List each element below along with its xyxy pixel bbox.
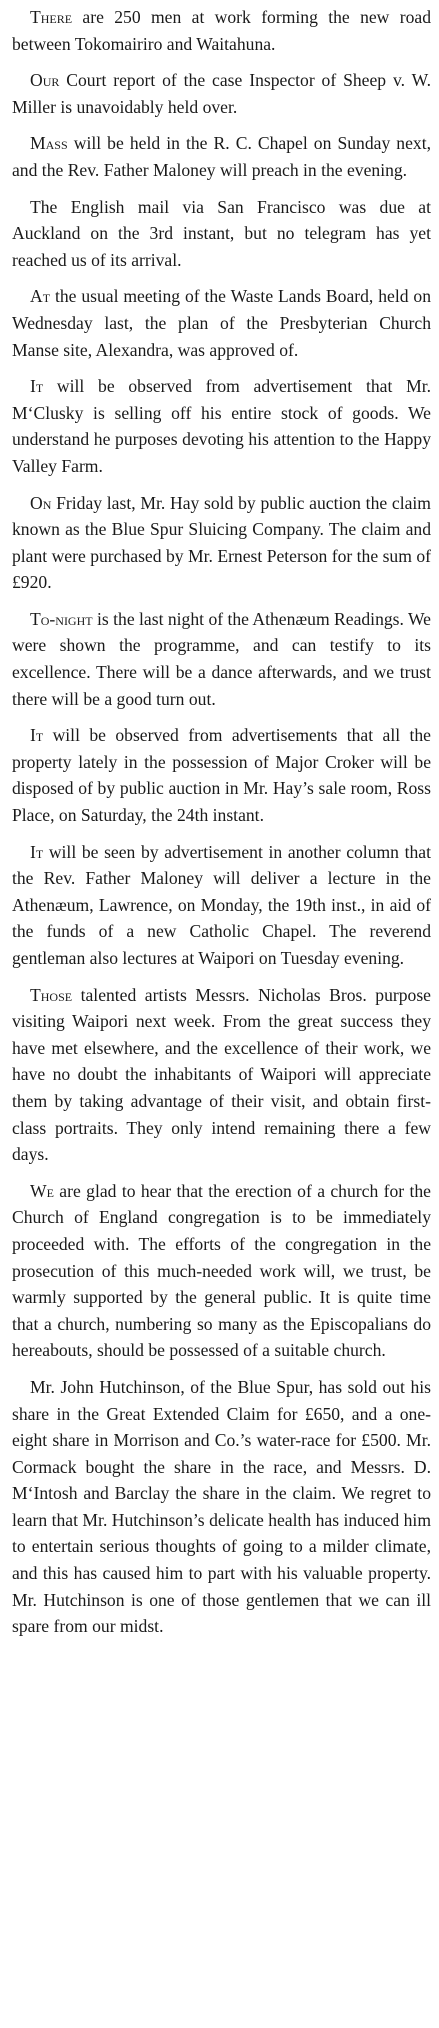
news-paragraph xyxy=(12,1374,431,1640)
news-paragraph xyxy=(12,67,431,120)
paragraph-lead: We xyxy=(30,1180,54,1201)
paragraph-text: Mr. John Hutchinson, of the Blue Spur, has sold out his share in the Great Extended Claim for £650, and a one-eight share in Morrison and Co.’s water-race for £500. Mr. Cormack bought the share in the race, and Messrs. D. M‘Intosh and Barclay the share in the claim. We regret to learn that Mr. Hutchinson’s delicate health has induced him to entertain serious thoughts of going to a milder climate, and this has caused him to part with his valuable property. Mr. Hutchinson is one of those gentlemen that we can ill spare from our midst. xyxy=(12,1376,431,1637)
news-paragraph xyxy=(12,982,431,1168)
paragraph-text: are 250 men at work forming the new road between Tokomairiro and Waitahuna. xyxy=(12,7,431,54)
paragraph-text: the usual meeting of the Waste Lands Board, held on Wednesday last, the plan of the Presbyterian Church Manse site, Alexandra, was approved of. xyxy=(12,286,431,360)
news-paragraph xyxy=(12,194,431,274)
paragraph-lead: It xyxy=(30,376,44,397)
paragraph-lead: Mass xyxy=(30,133,68,154)
paragraph-lead: To-night xyxy=(30,608,93,629)
paragraph-text: will be observed from advertisements that all the property lately in the possession of Major Croker will be disposed of by public auction in Mr. Hay’s sale room, Ross Place, on Saturday, the 24th instant. xyxy=(12,725,431,826)
paragraph-lead: On xyxy=(30,492,52,513)
paragraph-lead: Those xyxy=(30,984,73,1005)
news-paragraph xyxy=(12,373,431,479)
news-paragraph xyxy=(12,4,431,57)
news-paragraph xyxy=(12,283,431,363)
paragraph-lead: There xyxy=(30,7,73,27)
paragraph-lead: At xyxy=(30,286,51,307)
paragraph-text: talented artists Messrs. Nicholas Bros. purpose visiting Waipori next week. From the great success they have met elsewhere, and the excellence of their work, we have no doubt the inhabitants of Waipori will appreciate them by taking advantage of their visit, and obtain first-class portraits. They only intend remaining there a few days. xyxy=(12,984,431,1165)
paragraph-lead: It xyxy=(30,725,44,746)
paragraph-text: Friday last, Mr. Hay sold by public auction the claim known as the Blue Spur Sluicing Company. The claim and plant were purchased by Mr. Ernest Peterson for the sum of £920. xyxy=(12,492,431,593)
news-paragraph xyxy=(12,722,431,828)
news-paragraph xyxy=(12,839,431,972)
paragraph-text: The English mail via San Francisco was due at Auckland on the 3rd instant, but no telegram has yet reached us of its arrival. xyxy=(12,196,431,270)
paragraph-text: are glad to hear that the erection of a church for the Church of England congregation is to be immediately proceeded with. The efforts of the congregation in the prosecution of this much-needed work will, we trust, be warmly supported by the general public. It is quite time that a church, numbering so many as the Episcopalians do hereabouts, should be possessed of a suitable church. xyxy=(12,1180,431,1361)
news-paragraph xyxy=(12,130,431,183)
paragraph-text: Court report of the case Inspector of Sheep v. W. Miller is unavoidably held over. xyxy=(12,70,431,117)
paragraph-text: will be seen by advertisement in another column that the Rev. Father Maloney will deliver a lecture in the Athenæum, Lawrence, on Monday, the 19th inst., in aid of the funds of a new Catholic Chapel. The reverend gentleman also lectures at Waipori on Tuesday evening. xyxy=(12,841,431,968)
news-column xyxy=(12,4,431,1650)
news-paragraph xyxy=(12,490,431,596)
paragraph-lead: Our xyxy=(30,70,60,91)
news-paragraph xyxy=(12,1178,431,1364)
news-paragraph xyxy=(12,606,431,712)
paragraph-text: is the last night of the Athenæum Readings. We were shown the programme, and can testify to its excellence. There will be a dance afterwards, and we trust there will be a good turn out. xyxy=(12,608,431,709)
paragraph-text: will be observed from advertisement that Mr. M‘Clusky is selling off his entire stock of goods. We understand he purposes devoting his attention to the Happy Valley Farm. xyxy=(12,376,431,476)
paragraph-lead: It xyxy=(30,841,44,862)
paragraph-text: will be held in the R. C. Chapel on Sunday next, and the Rev. Father Maloney will preach in the evening. xyxy=(12,133,431,180)
